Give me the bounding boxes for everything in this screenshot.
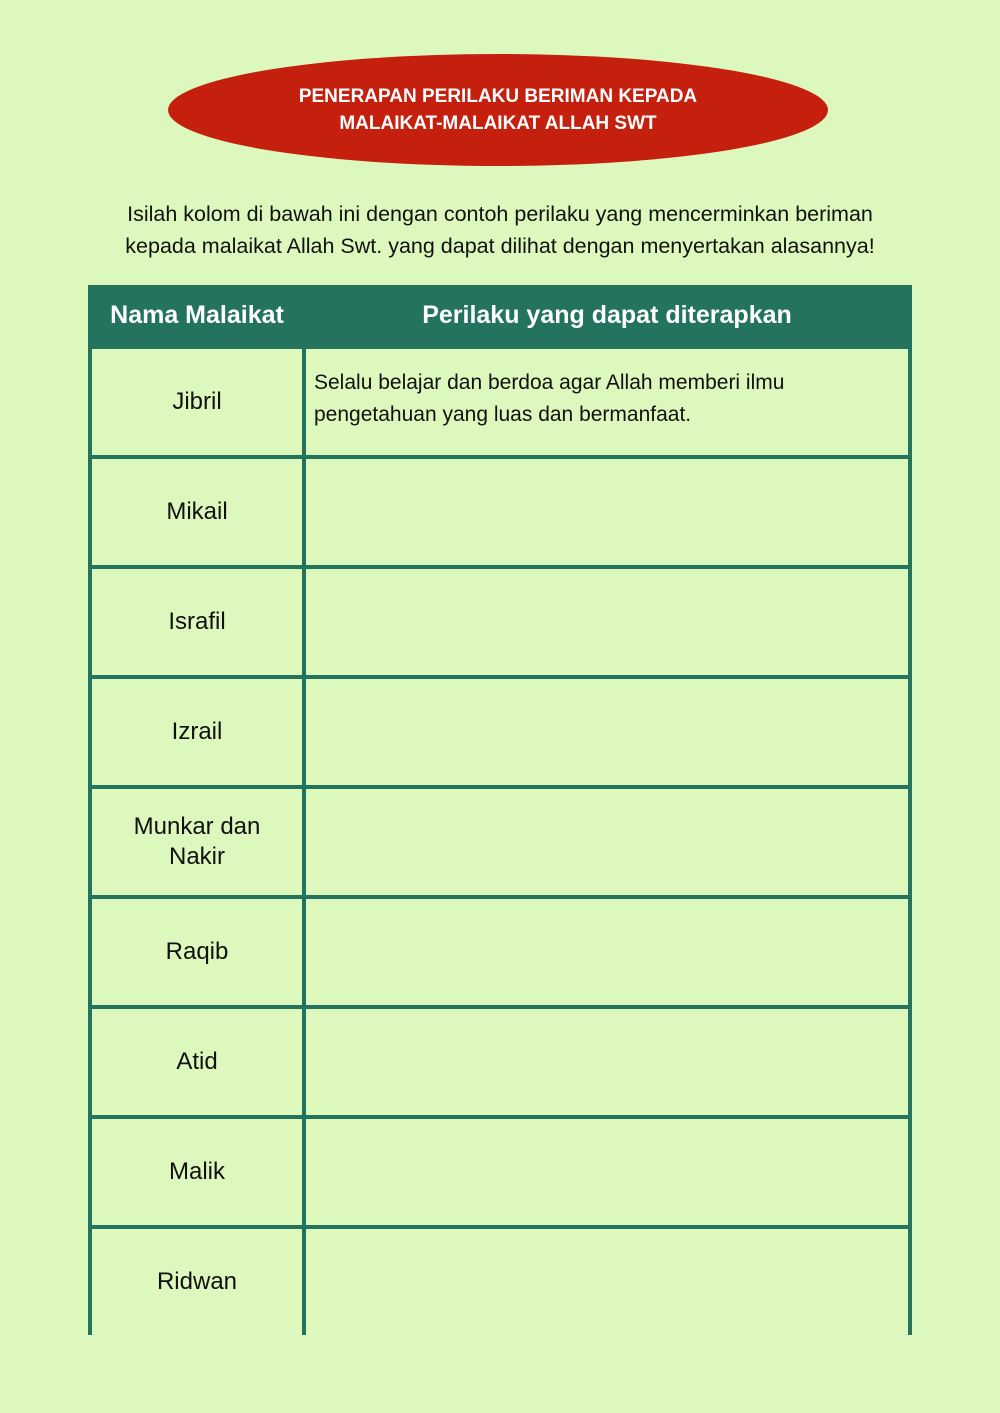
title-line-1: PENERAPAN PERILAKU BERIMAN KEPADA: [298, 86, 698, 107]
header-behavior-column: Perilaku yang dapat diterapkan: [422, 300, 792, 329]
behavior-answer-cell[interactable]: Selalu belajar dan berdoa agar Allah memberi ilmu pengetahuan yang luas dan bermanfaat.: [306, 349, 908, 455]
angel-name-cell: [92, 1229, 302, 1335]
angel-name-cell: [92, 899, 302, 1005]
table-row: [92, 349, 908, 455]
angel-name-cell: [92, 569, 302, 675]
behavior-answer-cell[interactable]: [306, 679, 908, 785]
angel-name-cell: [92, 1009, 302, 1115]
table-header: [92, 285, 908, 345]
behavior-answer-cell[interactable]: [306, 459, 908, 565]
behavior-answer-cell[interactable]: [306, 789, 908, 895]
table-row: [92, 1119, 908, 1225]
angel-name-cell: [92, 679, 302, 785]
angel-name-cell: [92, 459, 302, 565]
table-row: [92, 569, 908, 675]
instruction-line-1: Isilah kolom di bawah ini dengan contoh perilaku yang mencerminkan beriman: [127, 202, 873, 226]
angel-name: Atid: [176, 1048, 218, 1075]
page-title: [168, 54, 828, 166]
behavior-answer-cell[interactable]: [306, 1009, 908, 1115]
table-row: [92, 679, 908, 785]
angel-name: Jibril: [172, 388, 222, 415]
angel-name: Izrail: [171, 718, 223, 745]
angel-name: Raqib: [165, 938, 229, 965]
angel-name: Malik: [168, 1158, 225, 1185]
behavior-answer-cell[interactable]: [306, 1119, 908, 1225]
title-line-2: MALAIKAT-MALAIKAT ALLAH SWT: [339, 113, 657, 134]
instruction-text: [60, 198, 940, 262]
angel-name-cell: [92, 349, 302, 455]
behavior-answer-cell[interactable]: [306, 899, 908, 1005]
angel-name-cell: [92, 1119, 302, 1225]
table-row: [92, 459, 908, 565]
behavior-answer-cell[interactable]: [306, 569, 908, 675]
table-row: [92, 789, 908, 895]
angel-name: Mikail: [166, 498, 228, 525]
angel-name: Munkar dan Nakir: [133, 813, 261, 870]
worksheet-table: [88, 285, 912, 1335]
instruction-line-2: kepada malaikat Allah Swt. yang dapat dilihat dengan menyertakan alasannya!: [125, 234, 875, 258]
angel-name-cell: [92, 789, 302, 895]
behavior-answer-cell[interactable]: [306, 1229, 908, 1335]
angel-name: Ridwan: [156, 1268, 238, 1295]
table-row: [92, 899, 908, 1005]
header-name-column: Nama Malaikat: [110, 300, 284, 329]
table-row: [92, 1009, 908, 1115]
angel-name: Israfil: [168, 608, 226, 635]
table-row: [92, 1229, 908, 1335]
